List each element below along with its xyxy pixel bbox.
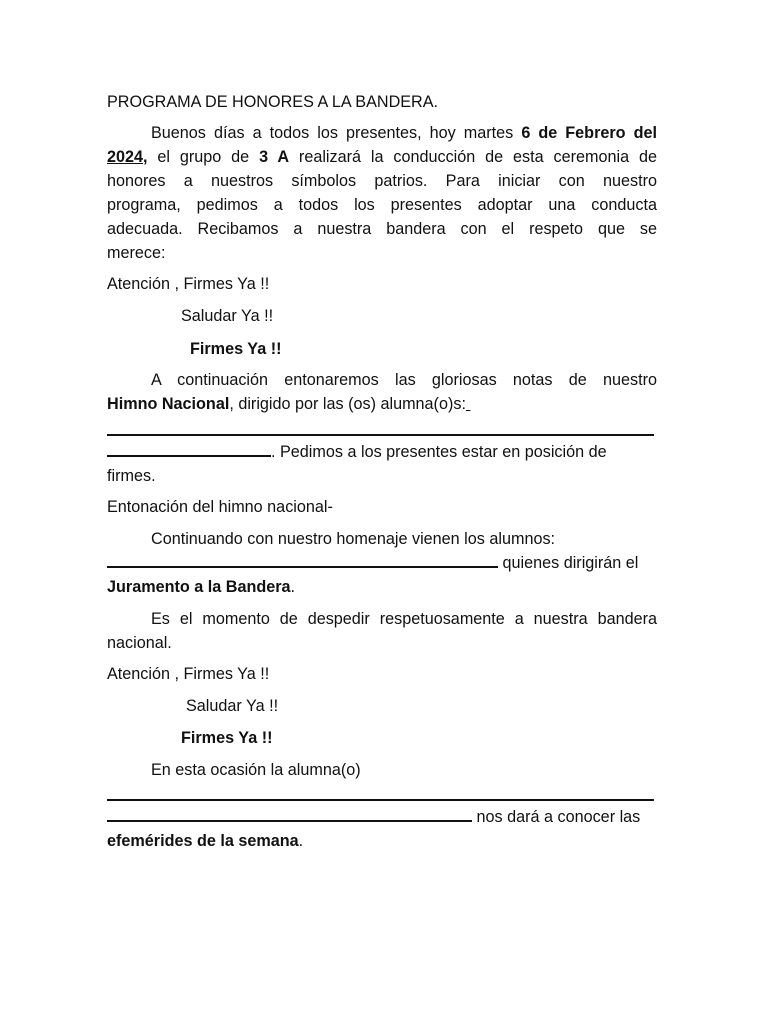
intro-text: Buenos días a todos los presentes, hoy martes <box>151 124 522 142</box>
oath-text: . <box>290 578 296 596</box>
anthem-line-2 <box>107 395 470 414</box>
anthem-name: Himno Nacional <box>107 395 230 413</box>
command-firm: Firmes Ya !! <box>181 729 273 747</box>
ephemerides-text: nos dará a conocer las <box>472 808 641 826</box>
date-text: 6 de Febrero del <box>521 124 657 142</box>
anthem-line-4: firmes. <box>107 467 156 485</box>
anthem-text: . Pedimos a los presentes estar en posición de <box>271 443 607 461</box>
oath-line-2 <box>107 554 638 573</box>
anthem-text: , dirigido por las (os) alumna(o)s: <box>229 395 466 413</box>
fill-in-blank <box>107 454 271 457</box>
intro-line-2 <box>107 148 657 167</box>
intro-line-3: honores a nuestros símbolos patrios. Para iniciar con nuestro <box>107 172 657 190</box>
signature-line <box>107 799 654 801</box>
intro-text: realizará la conducción de esta ceremonia de <box>289 148 657 166</box>
fill-in-blank <box>107 819 472 822</box>
command-salute: Saludar Ya !! <box>186 697 279 715</box>
ephemerides-line-3 <box>107 832 303 851</box>
farewell-text: Es el momento de despedir respetuosamente a nuestra bandera <box>151 610 657 628</box>
command-salute: Saludar Ya !! <box>181 307 274 325</box>
anthem-line-3 <box>107 443 607 462</box>
intro-line-4: programa, pedimos a todos los presentes adoptar una conducta <box>107 196 657 214</box>
signature-line <box>107 434 654 436</box>
anthem-line-1 <box>107 371 657 390</box>
ephemerides-line-2 <box>107 808 640 827</box>
command-attention: Atención , Firmes Ya !! <box>107 275 270 293</box>
oath-line-3 <box>107 578 295 597</box>
anthem-text: A continuación entonaremos las gloriosas notas de nuestro <box>151 371 657 389</box>
document-title: PROGRAMA DE HONORES A LA BANDERA. <box>107 93 439 111</box>
farewell-line-1 <box>107 610 657 629</box>
intro-text: el grupo de <box>147 148 260 166</box>
intro-line-5: adecuada. Recibamos a nuestra bandera con el respeto que se <box>107 220 657 238</box>
intro-line-1 <box>107 124 657 143</box>
year-text: 2024, <box>107 148 148 166</box>
oath-text: quienes dirigirán el <box>498 554 639 572</box>
ephemerides-line-1: En esta ocasión la alumna(o) <box>151 761 361 779</box>
command-firm: Firmes Ya !! <box>190 340 282 358</box>
anthem-performance: Entonación del himno nacional- <box>107 498 333 516</box>
command-attention: Atención , Firmes Ya !! <box>107 665 270 683</box>
intro-line-6: merece: <box>107 244 166 262</box>
fill-in-blank <box>107 565 498 568</box>
ephemerides-name: efemérides de la semana <box>107 832 299 850</box>
group-text: 3 A <box>259 148 290 166</box>
oath-line-1: Continuando con nuestro homenaje vienen los alumnos: <box>151 530 556 548</box>
blank-space <box>466 395 471 413</box>
ephemerides-text: . <box>298 832 304 850</box>
oath-name: Juramento a la Bandera <box>107 578 291 596</box>
farewell-line-2: nacional. <box>107 634 172 652</box>
